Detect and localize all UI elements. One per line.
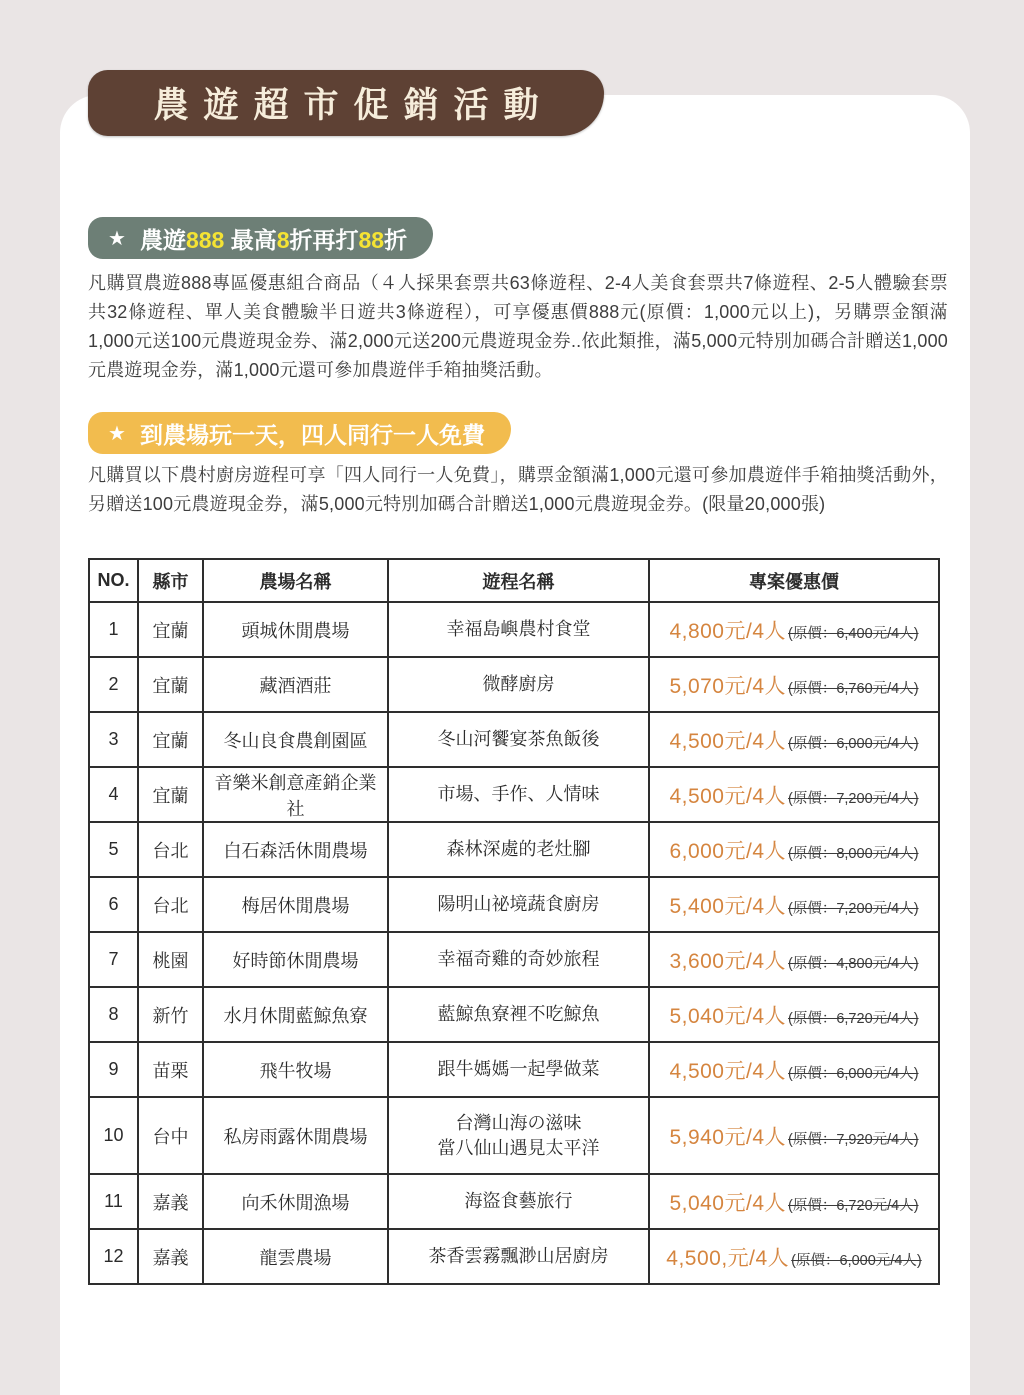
- cell-farm-name: 白石森活休閒農場: [203, 822, 388, 877]
- col-header-price: 專案優惠價: [649, 559, 939, 602]
- cell-farm-name: 音樂米創意產銷企業社: [203, 767, 388, 822]
- cell-farm-name: 藏酒酒莊: [203, 657, 388, 712]
- cell-county: 嘉義: [138, 1229, 203, 1284]
- original-price-strikethrough: (原價：6,720元/4人): [788, 1197, 919, 1214]
- tour-name-line: 茶香雲霧飄渺山居廚房: [428, 1246, 609, 1267]
- cell-county: 苗栗: [138, 1042, 203, 1097]
- col-header-no: NO.: [89, 559, 138, 602]
- promo-price: 4,500元/4人: [669, 1059, 787, 1083]
- badge-highlight-text: 88: [358, 226, 385, 253]
- tour-name-line: 微酵廚房: [482, 674, 555, 695]
- cell-no: 9: [89, 1042, 138, 1097]
- cell-no: 5: [89, 822, 138, 877]
- tour-name-line: 冬山河饗宴茶魚飯後: [437, 729, 600, 750]
- badge-highlight-text: 888: [185, 226, 225, 253]
- promo-price: 5,400元/4人: [669, 894, 787, 918]
- tour-name-line: 陽明山祕境蔬食廚房: [437, 894, 600, 915]
- star-icon: ★: [108, 422, 126, 445]
- cell-no: 11: [89, 1174, 138, 1229]
- badge-text: 農遊: [139, 226, 186, 253]
- original-price-strikethrough: (原價：6,760元/4人): [788, 680, 919, 697]
- cell-no: 3: [89, 712, 138, 767]
- promo-price: 5,040元/4人: [669, 1191, 787, 1215]
- table-header-row: [89, 559, 939, 602]
- badge-text: 折再打: [289, 226, 359, 253]
- cell-county: 台北: [138, 822, 203, 877]
- paragraph-888-promo: 凡購買農遊888專區優惠組合商品（４人採果套票共63條遊程、2-4人美食套票共7條遊程、2-5人體驗套票共32條遊程、單人美食體驗半日遊共3條遊程），可享優惠價888元(原價：1,000元以上)，另購票金額滿1,000元送100元農遊現金券、滿2,000元送200元農遊現金券..依此類推，滿5,000元特別加碼合計贈送1,000元農遊現金券，滿1,000元還可參加農遊伴手箱抽獎活動。: [88, 273, 948, 381]
- cell-tour-name: [388, 1097, 649, 1174]
- cell-farm-name: 冬山良食農創園區: [203, 712, 388, 767]
- badge-highlight-text: 8: [276, 226, 290, 253]
- promo-price: 5,040元/4人: [669, 1004, 787, 1028]
- table-header: [89, 559, 939, 602]
- badge-farm-day-label: 到農場玩一天，四人同行一人免費: [139, 421, 485, 448]
- promo-price: 6,000元/4人: [669, 839, 787, 863]
- cell-promo-price: [649, 602, 939, 657]
- badge-text: 折: [384, 226, 408, 253]
- badge-text: 最高: [224, 226, 277, 253]
- table-row: [89, 602, 939, 657]
- cell-county: 台北: [138, 877, 203, 932]
- cell-promo-price: [649, 932, 939, 987]
- cell-promo-price: [649, 657, 939, 712]
- cell-no: 12: [89, 1229, 138, 1284]
- cell-no: 6: [89, 877, 138, 932]
- badge-farm-day-promo: [88, 412, 511, 454]
- cell-tour-name: [388, 822, 649, 877]
- cell-tour-name: [388, 767, 649, 822]
- cell-promo-price: [649, 1174, 939, 1229]
- cell-tour-name: [388, 1174, 649, 1229]
- table-row: [89, 1174, 939, 1229]
- promo-price: 4,500元/4人: [669, 729, 787, 753]
- cell-county: 宜蘭: [138, 602, 203, 657]
- cell-promo-price: [649, 987, 939, 1042]
- table-row: [89, 822, 939, 877]
- badge-888-label: [140, 222, 407, 255]
- cell-promo-price: [649, 877, 939, 932]
- cell-promo-price: [649, 1042, 939, 1097]
- cell-tour-name: [388, 987, 649, 1042]
- cell-tour-name: [388, 602, 649, 657]
- tour-name-line: 幸福奇雞的奇妙旅程: [437, 949, 600, 970]
- original-price-strikethrough: (原價：7,200元/4人): [788, 900, 919, 917]
- badge-888-promo: [88, 217, 433, 259]
- cell-tour-name: [388, 712, 649, 767]
- cell-no: 7: [89, 932, 138, 987]
- cell-county: 台中: [138, 1097, 203, 1174]
- original-price-strikethrough: (原價：6,720元/4人): [788, 1010, 919, 1027]
- cell-promo-price: [649, 712, 939, 767]
- tour-name-line: 台灣山海の滋味: [455, 1113, 582, 1134]
- cell-county: 嘉義: [138, 1174, 203, 1229]
- page-title: 農遊超市促銷活動: [153, 86, 554, 125]
- cell-tour-name: [388, 877, 649, 932]
- original-price-strikethrough: (原價：6,400元/4人): [788, 625, 919, 642]
- tour-name-line: 森林深處的老灶腳: [446, 839, 591, 860]
- original-price-strikethrough: (原價：7,920元/4人): [788, 1131, 919, 1148]
- paragraph-farm-day-promo: 凡購買以下農村廚房遊程可享「四人同行一人免費」，購票金額滿1,000元還可參加農遊伴手箱抽獎活動外，另贈送100元農遊現金券，滿5,000元特別加碼合計贈送1,000元農遊現金券。(限量20,000張): [88, 465, 948, 515]
- original-price-strikethrough: (原價：4,800元/4人): [788, 955, 919, 972]
- cell-farm-name: 飛牛牧場: [203, 1042, 388, 1097]
- star-icon: ★: [108, 227, 126, 250]
- promo-price: 5,940元/4人: [669, 1125, 787, 1149]
- cell-county: 宜蘭: [138, 767, 203, 822]
- table-body: [89, 602, 939, 1284]
- cell-tour-name: [388, 932, 649, 987]
- table-row: [89, 932, 939, 987]
- cell-tour-name: [388, 1229, 649, 1284]
- cell-no: 4: [89, 767, 138, 822]
- promo-table: [88, 558, 940, 1285]
- cell-promo-price: [649, 1097, 939, 1174]
- cell-farm-name: 梅居休閒農場: [203, 877, 388, 932]
- cell-no: 10: [89, 1097, 138, 1174]
- cell-county: 宜蘭: [138, 657, 203, 712]
- cell-promo-price: [649, 767, 939, 822]
- table-row: [89, 877, 939, 932]
- tour-name-line: 幸福島嶼農村食堂: [446, 619, 591, 640]
- cell-promo-price: [649, 822, 939, 877]
- table-row: [89, 987, 939, 1042]
- cell-tour-name: [388, 657, 649, 712]
- table-row: [89, 712, 939, 767]
- cell-county: 桃園: [138, 932, 203, 987]
- promo-price: 3,600元/4人: [669, 949, 787, 973]
- table-row: [89, 1042, 939, 1097]
- cell-no: 1: [89, 602, 138, 657]
- cell-farm-name: 龍雲農場: [203, 1229, 388, 1284]
- original-price-strikethrough: (原價：6,000元/4人): [791, 1252, 922, 1269]
- cell-county: 新竹: [138, 987, 203, 1042]
- col-header-farm: 農場名稱: [203, 559, 388, 602]
- cell-farm-name: 向禾休閒漁場: [203, 1174, 388, 1229]
- promo-price: 4,500元/4人: [669, 784, 787, 808]
- cell-farm-name: 私房雨露休閒農場: [203, 1097, 388, 1174]
- promo-price: 5,070元/4人: [669, 674, 787, 698]
- table-row: [89, 1229, 939, 1284]
- original-price-strikethrough: (原價：6,000元/4人): [788, 735, 919, 752]
- tour-name-line: 藍鯨魚寮裡不吃鯨魚: [437, 1004, 600, 1025]
- original-price-strikethrough: (原價：7,200元/4人): [788, 790, 919, 807]
- original-price-strikethrough: (原價：8,000元/4人): [788, 845, 919, 862]
- original-price-strikethrough: (原價：6,000元/4人): [788, 1065, 919, 1082]
- table-row: [89, 1097, 939, 1174]
- cell-tour-name: [388, 1042, 649, 1097]
- cell-farm-name: 頭城休閒農場: [203, 602, 388, 657]
- title-banner: [88, 70, 604, 136]
- table-row: [89, 657, 939, 712]
- cell-farm-name: 水月休閒藍鯨魚寮: [203, 987, 388, 1042]
- promo-price: 4,800元/4人: [669, 619, 787, 643]
- tour-name-line: 市場、手作、人情味: [437, 784, 600, 805]
- table-row: [89, 767, 939, 822]
- tour-name-line: 海盜食藝旅行: [464, 1191, 573, 1212]
- col-header-tour: 遊程名稱: [388, 559, 649, 602]
- tour-name-line: 跟牛媽媽一起學做菜: [437, 1059, 600, 1080]
- cell-no: 2: [89, 657, 138, 712]
- cell-no: 8: [89, 987, 138, 1042]
- cell-promo-price: [649, 1229, 939, 1284]
- tour-name-line: 當八仙山遇見太平洋: [437, 1137, 600, 1158]
- col-header-county: 縣市: [138, 559, 203, 602]
- cell-farm-name: 好時節休閒農場: [203, 932, 388, 987]
- cell-county: 宜蘭: [138, 712, 203, 767]
- promo-price: 4,500,元/4人: [666, 1246, 790, 1270]
